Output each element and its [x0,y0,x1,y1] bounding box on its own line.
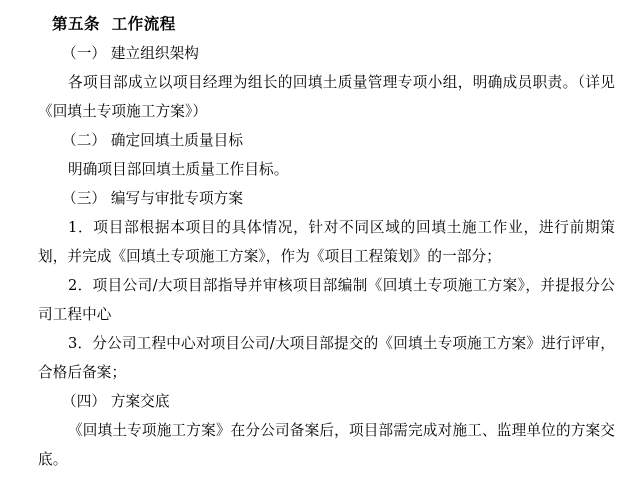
section-heading-3: （三） 编写与审批专项方案 [62,190,244,207]
list-item-3: 3．分公司工程中心对项目公司/大项目部提交的《回填土专项施工方案》进行评审，合格后备案； [38,335,615,381]
list-item-2: 2．项目公司/大项目部指导并审核项目部编制《回填土专项施工方案》，并提报分公司工程中心 [38,277,615,323]
paragraph-2: 明确项目部回填土质量工作目标。 [68,161,289,178]
page-title: 第五条 工作流程 [52,14,176,33]
section-heading-4: （四） 方案交底 [62,393,170,410]
section-heading-1: （一） 建立组织架构 [62,45,199,62]
paragraph-3: 《回填土专项施工方案》在分公司备案后，项目部需完成对施工、监理单位的方案交底。 [38,422,615,468]
section-heading-2: （二） 确定回填土质量目标 [62,132,244,149]
paragraph-1: 各项目部成立以项目经理为组长的回填土质量管理专项小组，明确成员职责。（详见《回填土专项施工方案》） [38,74,615,120]
list-item-1: 1．项目部根据本项目的具体情况，针对不同区域的回填土施工作业，进行前期策划，并完成《回填土专项施工方案》，作为《项目工程策划》的一部分； [38,219,615,265]
